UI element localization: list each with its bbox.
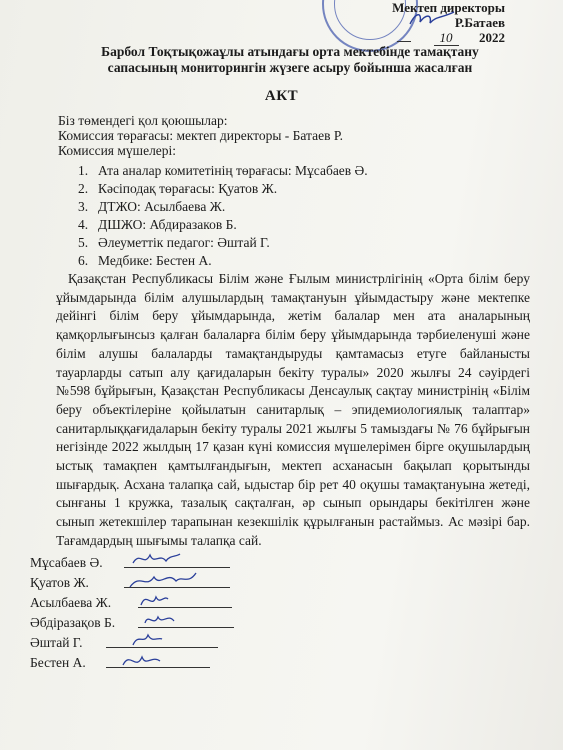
handwritten-signature: [130, 629, 164, 651]
signature-row: [30, 653, 115, 673]
handwritten-signature: [120, 649, 162, 673]
director-signature: [408, 8, 456, 30]
signer-name: Асылбаева Ж.: [30, 595, 112, 610]
signer-name: Әбдіразақов Б.: [30, 615, 116, 630]
signature-row: [30, 633, 115, 653]
list-item: 1. Ата аналар комитетінің төрағасы: Мұсабаев Ә.: [78, 163, 368, 178]
signer-name: Әштай Г.: [30, 635, 83, 650]
list-item: 2. Кәсіподақ төрағасы: Қуатов Ж.: [78, 181, 278, 196]
handwritten-signature: [130, 549, 182, 571]
signer-name: Қуатов Ж.: [30, 575, 89, 590]
approval-day: [397, 41, 411, 42]
list-item: 4. ДШЖО: Абдиразаков Б.: [78, 217, 237, 232]
document-title: Барбол Тоқтықожаұлы атындағы орта мектебінде тамақтану сапасының мониторингін жүзеге асыру бойынша жасалған: [101, 44, 479, 75]
signature-row: [30, 613, 115, 633]
intro-block: [58, 113, 343, 158]
handwritten-signature: [142, 609, 176, 631]
list-item: 3. ДТЖО: Асылбаева Ж.: [78, 199, 226, 214]
document-type-heading: АКТ: [264, 88, 299, 104]
approval-month: 10: [434, 30, 459, 46]
commission-members-list: [78, 162, 368, 270]
signatures-block: [30, 553, 115, 673]
approval-role: Мектеп директоры: [392, 0, 505, 15]
intro-line-1: Біз төмендегі қол қоюшылар:: [58, 113, 228, 128]
list-item: 6. Медбике: Бестен А.: [78, 253, 212, 268]
signer-name: Бестен А.: [30, 655, 86, 670]
act-body-paragraph: Қазақстан Республикасы Білім және Ғылым министрлігінің «Орта білім беру ұйымдарында білім алушылардың тамақтануын ұйымдастыру және мектепке дейінгі білім беру ұйымдарында, жетім балалар мен ата аналарының қамқорлығынсыз қалған балаларға білім беру ұйымдарында тәрбиеленуші және білім алушы балаларды тамақтандыруды қамтамасыз етуге байланысты тауарларды сатып алу қағидаларын бекіту туралы» 2020 жылғы 24 сәуірдегі №598 бұйрығын, Қазақстан Республикасы Денсаулық сақтау министрінің «Білім беру объектілеріне қойылатын санитарлық – эпидемиологиялық талаптар» санитарлыққағидаларын бекіту туралы 2021 жылғы 5 тамыздағы № 76 бұйрығын негізінде 2022 жылдың 17 қазан күні комиссия мүшелерімен бірге оқушылардың ыстық тамақпен қамтылғандығын, мектеп асханасын бақылап қорытынды шығардық. Асхана талапқа сай, ыдыстар бір рет 40 оқушы тамақтануына жетеді, сынғаны 1 кружка, тазалық сақталған, әр сынып орындары бекітілген және сынып жетекшілер тарапынан кезекшілік құрылғанын растаймыз. Ас мәзірі бар. Тағамдардың шығымы талапқа сай.: [56, 271, 530, 548]
intro-line-3: Комиссия мүшелері:: [58, 143, 177, 158]
intro-line-2: Комиссия төрағасы: мектеп директоры - Батаев Р.: [58, 128, 344, 143]
signature-row: [30, 553, 115, 573]
signature-row: [30, 573, 115, 593]
signature-row: [30, 593, 115, 613]
approval-year: 2022: [479, 30, 505, 45]
signer-name: Мұсабаев Ә.: [30, 555, 103, 570]
approval-name: Р.Батаев: [454, 15, 505, 30]
list-item: 5. Әлеуметтік педагог: Әштай Г.: [78, 235, 270, 250]
handwritten-signature: [138, 589, 170, 611]
